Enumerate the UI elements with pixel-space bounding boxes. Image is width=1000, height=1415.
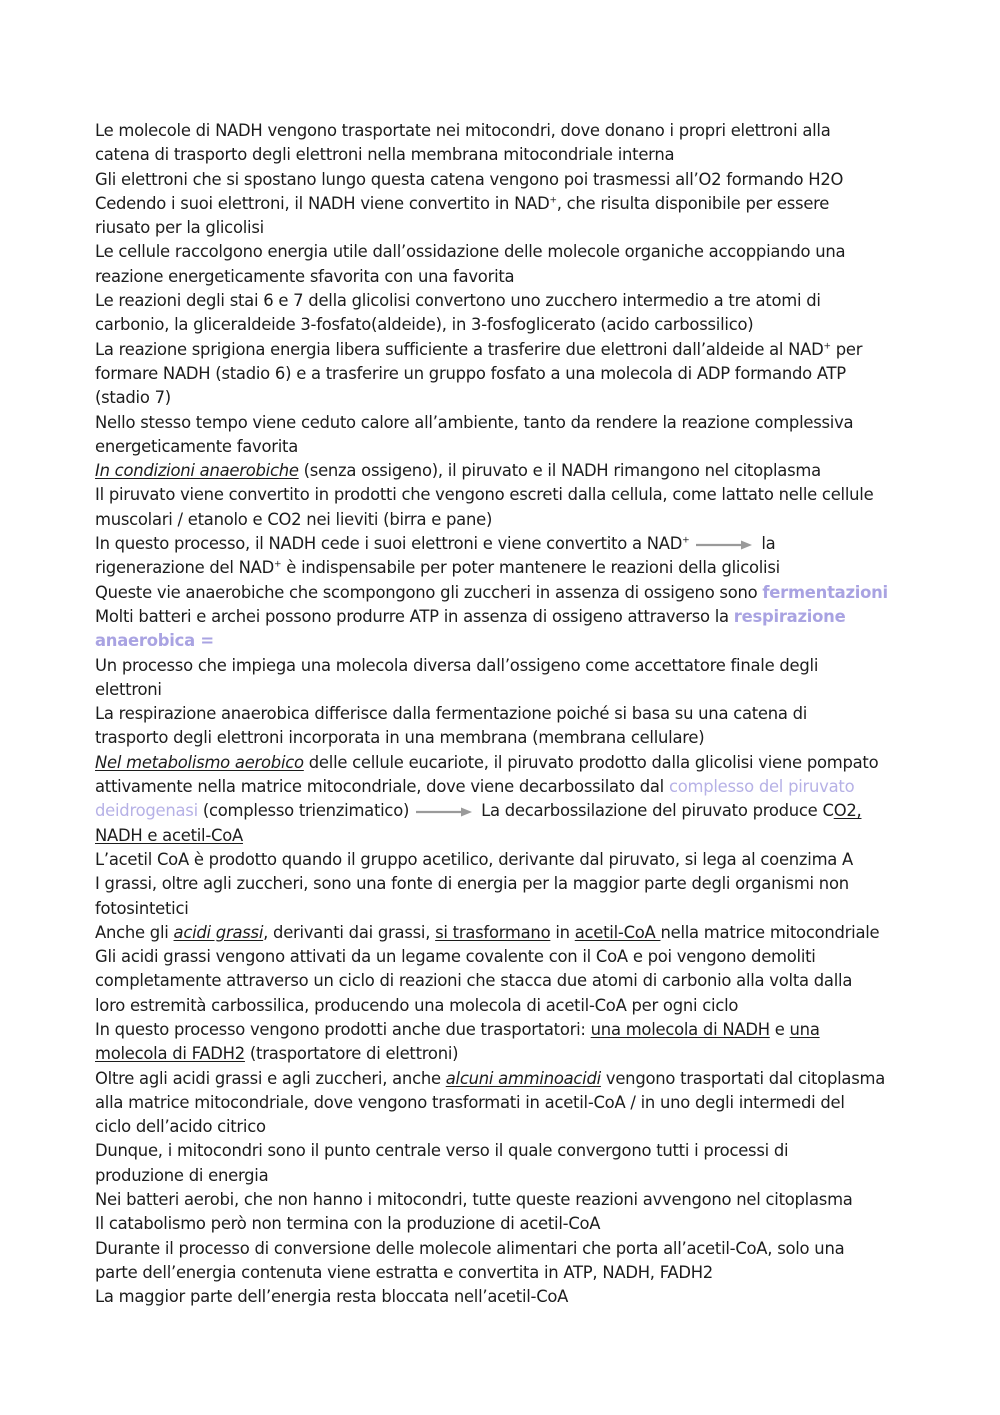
paragraph bbox=[95, 459, 910, 483]
text-run: fotosintetici bbox=[95, 898, 189, 918]
paragraph bbox=[95, 338, 910, 411]
underlined-text: una bbox=[789, 1019, 820, 1039]
paragraph bbox=[95, 1212, 910, 1236]
paragraph bbox=[95, 945, 910, 1018]
text-line bbox=[95, 897, 910, 921]
underlined-text: molecola di FADH2 bbox=[95, 1044, 245, 1064]
text-run: Molti batteri e archei possono produrre ATP in assenza di ossigeno attraverso la bbox=[95, 606, 734, 626]
paragraph bbox=[95, 1237, 910, 1286]
paragraph bbox=[95, 1139, 910, 1188]
text-run: , derivanti dai grassi, bbox=[263, 922, 436, 942]
text-line bbox=[95, 678, 910, 702]
text-line bbox=[95, 775, 910, 799]
text-run: energeticamente favorita bbox=[95, 436, 298, 456]
text-line bbox=[95, 1091, 910, 1115]
paragraph bbox=[95, 872, 910, 921]
text-line bbox=[95, 143, 910, 167]
text-line bbox=[95, 751, 910, 775]
text-line bbox=[95, 1018, 910, 1042]
text-line bbox=[95, 945, 910, 969]
paragraph bbox=[95, 751, 910, 848]
text-run: La decarbossilazione del piruvato produce C bbox=[481, 801, 834, 821]
text-line bbox=[95, 1067, 910, 1091]
paragraph bbox=[95, 848, 910, 872]
text-line bbox=[95, 119, 910, 143]
text-line bbox=[95, 168, 910, 192]
highlighted-term: respirazione bbox=[733, 606, 846, 626]
text-line bbox=[95, 435, 910, 459]
text-run: Cedendo i suoi elettroni, il NADH viene convertito in NAD bbox=[95, 193, 550, 213]
underlined-text: O2, bbox=[833, 801, 862, 821]
highlighted-term: fermentazioni bbox=[762, 582, 888, 602]
paragraph bbox=[95, 702, 910, 751]
text-run: elettroni bbox=[95, 679, 162, 699]
text-line bbox=[95, 216, 910, 240]
highlighted-term: deidrogenasi bbox=[95, 801, 198, 821]
text-run: La maggior parte dell’energia resta bloccata nell’acetil-CoA bbox=[95, 1287, 569, 1307]
text-run: alla matrice mitocondriale, dove vengono trasformati in acetil-CoA / in uno degli intermedi del bbox=[95, 1092, 845, 1112]
text-run: La reazione sprigiona energia libera sufficiente a trasferire due elettroni dall’aldeide al NAD bbox=[95, 339, 824, 359]
text-run: Anche gli bbox=[95, 922, 174, 942]
underlined-text: acetil-CoA bbox=[574, 922, 661, 942]
text-line bbox=[95, 386, 910, 410]
text-line bbox=[95, 240, 910, 264]
text-line bbox=[95, 1261, 910, 1285]
text-run: Un processo che impiega una molecola diversa dall’ossigeno come accettatore finale degli bbox=[95, 655, 819, 675]
superscript: + bbox=[682, 535, 690, 546]
text-run: Le molecole di NADH vengono trasportate nei mitocondri, dove donano i propri elettroni alla bbox=[95, 121, 831, 140]
paragraph bbox=[95, 1018, 910, 1067]
text-run: Il catabolismo però non termina con la produzione di acetil-CoA bbox=[95, 1214, 601, 1234]
text-line bbox=[95, 1139, 910, 1163]
text-run: Il piruvato viene convertito in prodotti che vengono escreti dalla cellula, come lattato nelle cellule bbox=[95, 485, 874, 505]
text-run: attivamente nella matrice mitocondriale, dove viene decarbossilato dal bbox=[95, 777, 669, 797]
text-line bbox=[95, 459, 910, 483]
text-line bbox=[95, 338, 910, 362]
paragraph bbox=[95, 581, 910, 605]
text-line bbox=[95, 289, 910, 313]
text-line bbox=[95, 1164, 910, 1188]
text-run: formare NADH (stadio 6) e a trasferire un gruppo fosfato a una molecola di ADP formando ATP bbox=[95, 363, 846, 383]
text-run: completamente attraverso un ciclo di reazioni che stacca due atomi di carbonio alla volta dalla bbox=[95, 971, 853, 991]
underlined-text: una molecola di NADH bbox=[590, 1019, 770, 1039]
text-run: carbonio, la gliceraldeide 3-fosfato(aldeide), in 3-fosfoglicerato (acido carbossilico) bbox=[95, 315, 754, 335]
paragraph bbox=[95, 289, 910, 338]
underlined-text: si trasformano bbox=[435, 922, 551, 942]
underlined-italic-text: In condizioni anaerobiche bbox=[95, 461, 299, 481]
text-line bbox=[95, 532, 910, 556]
text-run: nella matrice mitocondriale bbox=[660, 922, 880, 942]
text-line bbox=[95, 556, 910, 580]
text-run: La respirazione anaerobica differisce dalla fermentazione poiché si basa su una catena di bbox=[95, 704, 808, 724]
text-run: (complesso trienzimatico) bbox=[197, 801, 410, 821]
underlined-text: NADH e acetil-CoA bbox=[95, 825, 243, 845]
text-run: , che risulta disponibile per essere bbox=[556, 193, 830, 213]
paragraph bbox=[95, 168, 910, 192]
text-line bbox=[95, 411, 910, 435]
underlined-italic-text: acidi grassi bbox=[173, 922, 264, 942]
text-line bbox=[95, 313, 910, 337]
paragraph bbox=[95, 1285, 910, 1309]
text-line bbox=[95, 605, 910, 629]
text-run: (stadio 7) bbox=[95, 388, 171, 408]
highlighted-term: anaerobica = bbox=[95, 631, 214, 651]
paragraph bbox=[95, 532, 910, 581]
text-line bbox=[95, 994, 910, 1018]
underlined-italic-text: alcuni amminoacidi bbox=[445, 1068, 601, 1088]
right-arrow-icon bbox=[695, 539, 753, 551]
text-line bbox=[95, 483, 910, 507]
document-page bbox=[95, 119, 910, 1310]
text-run: catena di trasporto degli elettroni nella membrana mitocondriale interna bbox=[95, 145, 675, 165]
text-run: muscolari / etanolo e CO2 nei lieviti (birra e pane) bbox=[95, 509, 493, 529]
text-run: è indispensabile per poter mantenere le reazioni della glicolisi bbox=[281, 558, 780, 578]
text-run: Nei batteri aerobi, che non hanno i mitocondri, tutte queste reazioni avvengono nel citoplasma bbox=[95, 1190, 853, 1210]
text-run: riusato per la glicolisi bbox=[95, 218, 264, 238]
text-line bbox=[95, 921, 910, 945]
text-run: la bbox=[761, 534, 776, 554]
text-run: Oltre agli acidi grassi e agli zuccheri, anche bbox=[95, 1068, 446, 1088]
text-run: produzione di energia bbox=[95, 1165, 269, 1185]
text-line bbox=[95, 702, 910, 726]
text-line bbox=[95, 1237, 910, 1261]
text-run: Nello stesso tempo viene ceduto calore all’ambiente, tanto da rendere la reazione complessiva bbox=[95, 412, 854, 432]
text-run: Queste vie anaerobiche che scompongono gli zuccheri in assenza di ossigeno sono bbox=[95, 582, 763, 602]
text-line bbox=[95, 362, 910, 386]
highlighted-term: complesso del piruvato bbox=[668, 777, 855, 797]
text-line bbox=[95, 508, 910, 532]
text-line bbox=[95, 581, 910, 605]
text-line bbox=[95, 799, 910, 823]
text-run: Le cellule raccolgono energia utile dall’ossidazione delle molecole organiche accoppiando una bbox=[95, 242, 846, 262]
text-line bbox=[95, 265, 910, 289]
text-run: per bbox=[830, 339, 863, 359]
text-run: (trasportatore di elettroni) bbox=[244, 1044, 459, 1064]
paragraph bbox=[95, 605, 910, 654]
text-run: In questo processo vengono prodotti anche due trasportatori: bbox=[95, 1019, 591, 1039]
text-line bbox=[95, 654, 910, 678]
paragraph bbox=[95, 119, 910, 168]
text-run: e bbox=[769, 1019, 790, 1039]
paragraph bbox=[95, 192, 910, 241]
text-run: Le reazioni degli stai 6 e 7 della glicolisi convertono uno zucchero intermedio a tre atomi di bbox=[95, 291, 821, 311]
text-line bbox=[95, 1042, 910, 1066]
text-line bbox=[95, 872, 910, 896]
text-run: Gli acidi grassi vengono attivati da un legame covalente con il CoA e poi vengono demoliti bbox=[95, 947, 816, 967]
text-run: In questo processo, il NADH cede i suoi elettroni e viene convertito a NAD bbox=[95, 534, 683, 554]
text-run: rigenerazione del NAD bbox=[95, 558, 275, 578]
paragraph bbox=[95, 483, 910, 532]
paragraph bbox=[95, 1188, 910, 1212]
text-line bbox=[95, 192, 910, 216]
text-run: loro estremità carbossilica, producendo una molecola di acetil-CoA per ogni ciclo bbox=[95, 995, 739, 1015]
text-run: (senza ossigeno), il piruvato e il NADH rimangono nel citoplasma bbox=[298, 461, 821, 481]
text-run: in bbox=[550, 922, 575, 942]
paragraph bbox=[95, 921, 910, 945]
right-arrow-icon bbox=[415, 806, 473, 818]
text-run: Durante il processo di conversione delle molecole alimentari che porta all’acetil-CoA, solo una bbox=[95, 1238, 845, 1258]
text-line bbox=[95, 824, 910, 848]
text-line bbox=[95, 1115, 910, 1139]
text-line bbox=[95, 848, 910, 872]
text-line bbox=[95, 1212, 910, 1236]
text-line bbox=[95, 1285, 910, 1309]
text-run: parte dell’energia contenuta viene estratta e convertita in ATP, NADH, FADH2 bbox=[95, 1262, 713, 1282]
text-run: reazione energeticamente sfavorita con una favorita bbox=[95, 266, 515, 286]
text-run: I grassi, oltre agli zuccheri, sono una fonte di energia per la maggior parte degli organismi non bbox=[95, 874, 849, 894]
underlined-italic-text: Nel metabolismo aerobico bbox=[95, 752, 304, 772]
paragraph bbox=[95, 1067, 910, 1140]
text-line bbox=[95, 969, 910, 993]
text-run: vengono trasportati dal citoplasma bbox=[600, 1068, 885, 1088]
text-run: Gli elettroni che si spostano lungo questa catena vengono poi trasmessi all’O2 formando H2O bbox=[95, 169, 844, 189]
text-run: delle cellule eucariote, il piruvato prodotto dalla glicolisi viene pompato bbox=[303, 752, 879, 772]
text-line bbox=[95, 726, 910, 750]
superscript: + bbox=[274, 559, 282, 570]
paragraph bbox=[95, 654, 910, 703]
text-run: L’acetil CoA è prodotto quando il gruppo acetilico, derivante dal piruvato, si lega al coenzima A bbox=[95, 849, 854, 869]
text-run: Dunque, i mitocondri sono il punto centrale verso il quale convergono tutti i processi di bbox=[95, 1141, 789, 1161]
text-run: trasporto degli elettroni incorporata in una membrana (membrana cellulare) bbox=[95, 728, 705, 748]
superscript: + bbox=[549, 195, 557, 206]
superscript: + bbox=[823, 341, 831, 352]
paragraph bbox=[95, 240, 910, 289]
paragraph bbox=[95, 411, 910, 460]
text-run: ciclo dell’acido citrico bbox=[95, 1117, 266, 1137]
text-line bbox=[95, 1188, 910, 1212]
text-line bbox=[95, 629, 910, 653]
